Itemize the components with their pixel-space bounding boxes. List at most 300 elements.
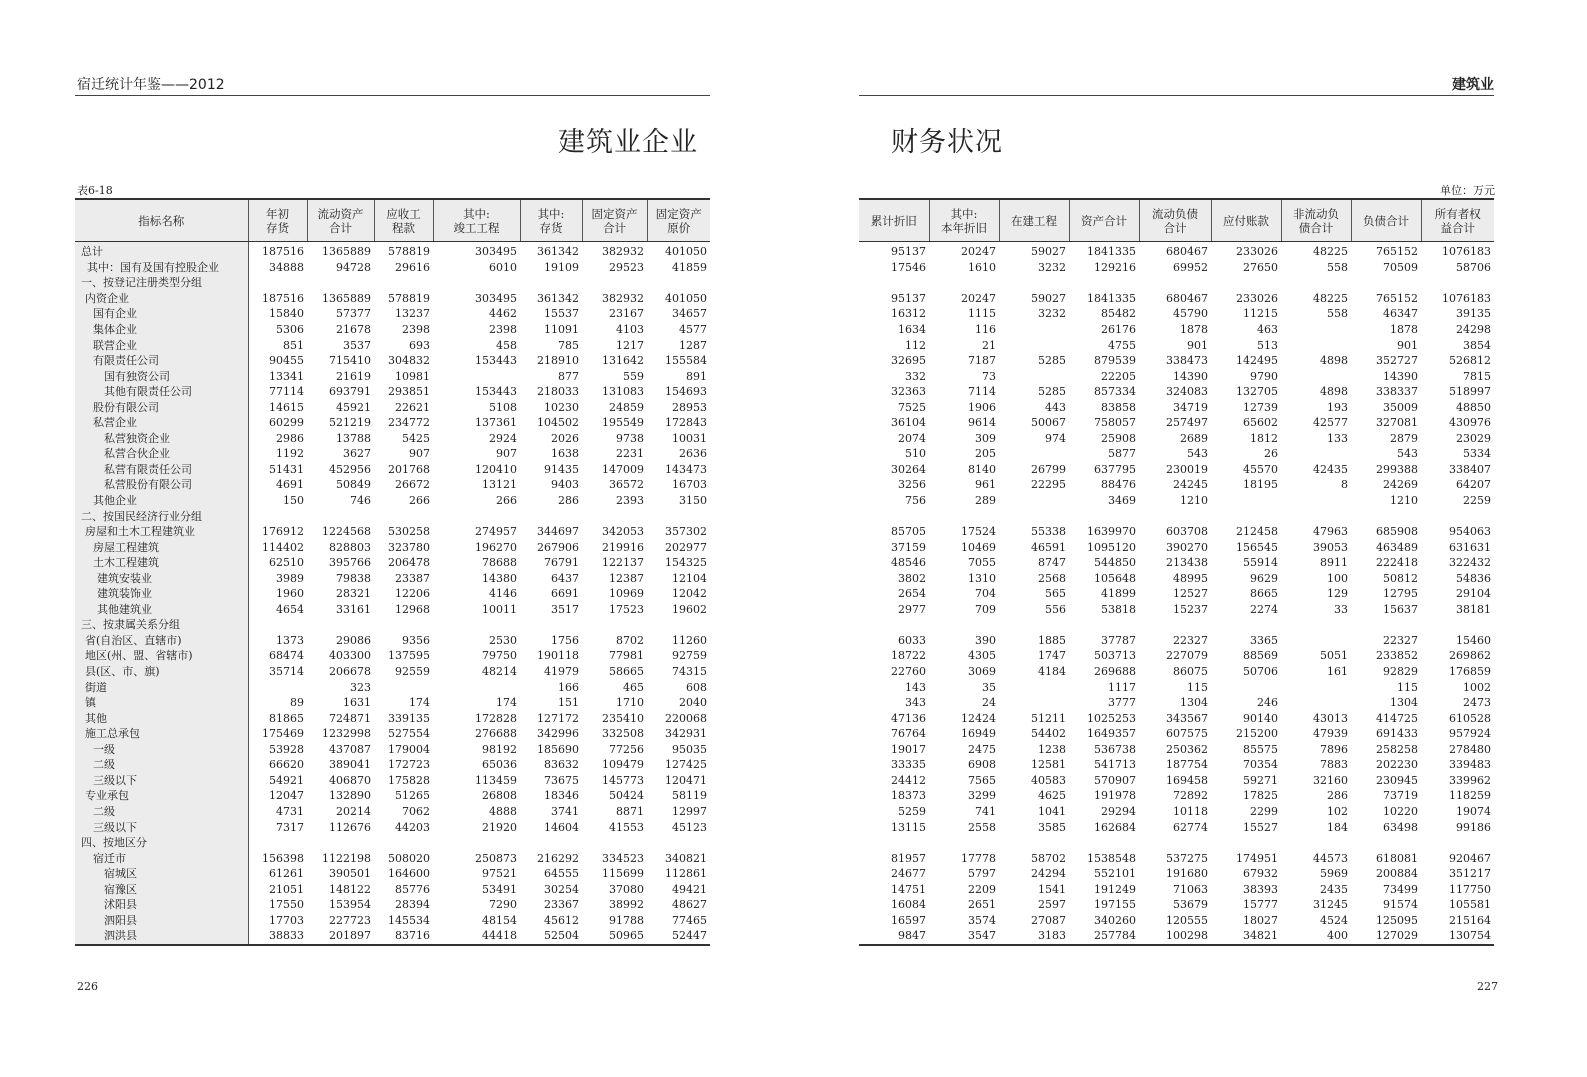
table-cell: 58706 xyxy=(1456,260,1491,274)
table-cell: 7815 xyxy=(1463,369,1491,383)
table-cell xyxy=(520,508,582,524)
column-header xyxy=(1421,199,1494,242)
table-cell: 2654 xyxy=(898,587,926,601)
table-cell: 558 xyxy=(1327,307,1348,321)
table-cell: 9403 xyxy=(551,478,579,492)
table-cell: 33335 xyxy=(891,758,926,772)
table-cell: 22295 xyxy=(1031,478,1066,492)
table-cell: 21619 xyxy=(336,369,371,383)
table-cell: 5259 xyxy=(898,804,926,818)
table-cell: 1117 xyxy=(1108,680,1136,694)
table-cell: 19109 xyxy=(544,260,579,274)
table-cell: 4103 xyxy=(616,323,644,336)
table-row xyxy=(75,260,710,276)
table-cell: 6033 xyxy=(898,633,926,647)
table-cell: 327081 xyxy=(1376,416,1418,430)
table-cell: 46591 xyxy=(1031,540,1066,554)
table-cell: 29086 xyxy=(336,633,371,647)
column-header xyxy=(582,199,647,242)
table-cell: 543 xyxy=(1187,447,1208,461)
table-cell: 26 xyxy=(1264,447,1278,461)
table-cell: 60299 xyxy=(269,416,304,430)
table-cell: 3585 xyxy=(1038,820,1066,834)
table-cell xyxy=(859,508,929,524)
table-cell: 62510 xyxy=(269,556,304,570)
table-row xyxy=(859,664,1494,680)
column-header xyxy=(647,199,710,242)
table-cell: 27650 xyxy=(1243,260,1278,274)
column-header-text: 其中: xyxy=(463,206,490,221)
table-cell: 32695 xyxy=(891,354,926,368)
table-cell: 22621 xyxy=(395,400,430,414)
table-row xyxy=(859,306,1494,322)
table-row xyxy=(859,679,1494,695)
table-cell: 112676 xyxy=(329,820,371,834)
table-cell: 63498 xyxy=(1383,820,1418,834)
table-cell: 4625 xyxy=(1038,789,1066,803)
table-cell xyxy=(1211,275,1281,291)
table-cell: 41553 xyxy=(609,820,644,834)
table-cell: 127425 xyxy=(665,758,707,772)
table-cell: 18027 xyxy=(1243,913,1278,927)
table-cell: 20247 xyxy=(961,245,996,259)
table-cell: 352727 xyxy=(1376,354,1418,368)
table-cell: 68474 xyxy=(269,649,304,663)
table-cell: 81957 xyxy=(891,851,926,865)
table-cell: 2074 xyxy=(898,431,926,445)
header-rule-right xyxy=(859,95,1494,96)
table-cell: 851 xyxy=(283,338,304,352)
table-cell: 20247 xyxy=(961,291,996,305)
table-cell xyxy=(1281,493,1351,509)
table-cell: 216292 xyxy=(537,851,579,865)
table-cell: 465 xyxy=(623,680,644,694)
table-cell xyxy=(582,617,647,633)
table-cell: 89 xyxy=(290,696,304,710)
table-row xyxy=(859,897,1494,913)
table-cell: 74315 xyxy=(672,665,707,679)
table-cell: 2597 xyxy=(1038,898,1066,912)
table-row xyxy=(75,679,710,695)
table-cell: 132705 xyxy=(1236,385,1278,399)
table-cell: 16597 xyxy=(891,913,926,927)
table-cell: 53491 xyxy=(482,882,517,896)
table-cell: 215164 xyxy=(1449,913,1491,927)
table-cell xyxy=(520,617,582,633)
table-cell: 45921 xyxy=(336,400,371,414)
table-cell: 338407 xyxy=(1449,462,1491,476)
table-cell: 11260 xyxy=(672,633,707,647)
table-cell: 12795 xyxy=(1383,587,1418,601)
table-cell: 974 xyxy=(1045,431,1066,445)
table-cell: 52447 xyxy=(647,928,710,945)
table-cell: 5306 xyxy=(276,323,304,336)
table-cell: 202977 xyxy=(665,540,707,554)
row-label: 其他 xyxy=(75,710,248,726)
table-cell: 339962 xyxy=(1449,773,1491,787)
table-cell xyxy=(248,835,307,851)
table-cell: 7062 xyxy=(402,804,430,818)
table-cell: 7525 xyxy=(898,400,926,414)
table-cell: 13121 xyxy=(482,478,517,492)
table-cell: 828803 xyxy=(329,540,371,554)
table-cell: 258258 xyxy=(1376,742,1418,756)
table-row xyxy=(75,242,710,260)
column-header-text: 存货 xyxy=(266,220,289,235)
table-cell: 527554 xyxy=(388,727,430,741)
table-row xyxy=(75,384,710,400)
table-cell xyxy=(999,275,1069,291)
table-cell: 200884 xyxy=(1376,867,1418,881)
table-cell xyxy=(859,617,929,633)
table-cell: 8 xyxy=(1341,478,1348,492)
table-cell: 16084 xyxy=(891,898,926,912)
table-cell: 3741 xyxy=(551,804,579,818)
row-label: 国有独资公司 xyxy=(75,368,248,384)
table-cell xyxy=(1281,835,1351,851)
table-cell: 24245 xyxy=(1173,478,1208,492)
table-row xyxy=(75,275,710,291)
row-label: 一、按登记注册类型分组 xyxy=(75,275,248,291)
table-cell: 187754 xyxy=(1166,758,1208,772)
table-cell: 137595 xyxy=(388,649,430,663)
table-cell: 12047 xyxy=(269,789,304,803)
table-cell: 5797 xyxy=(968,867,996,881)
table-cell: 122137 xyxy=(602,556,644,570)
table-cell: 44203 xyxy=(395,820,430,834)
table-cell: 610528 xyxy=(1449,711,1491,725)
row-label: 泗阳县 xyxy=(75,913,248,929)
table-cell: 85482 xyxy=(1101,307,1136,321)
row-label: 宿豫区 xyxy=(75,881,248,897)
row-label: 沭阳县 xyxy=(75,897,248,913)
table-cell: 176859 xyxy=(1449,665,1491,679)
table-cell: 907 xyxy=(409,447,430,461)
table-cell: 1238 xyxy=(1038,742,1066,756)
table-cell: 39053 xyxy=(1313,540,1348,554)
table-cell: 680467 xyxy=(1166,245,1208,259)
table-cell: 1747 xyxy=(1038,649,1066,663)
table-cell xyxy=(1139,835,1211,851)
table-cell: 1365889 xyxy=(322,245,371,259)
table-cell xyxy=(999,493,1069,509)
table-cell: 15460 xyxy=(1456,633,1491,647)
table-cell: 47963 xyxy=(1313,525,1348,539)
table-cell: 7565 xyxy=(968,773,996,787)
table-row xyxy=(859,539,1494,555)
table-cell: 382932 xyxy=(602,291,644,305)
table-cell: 153443 xyxy=(475,354,517,368)
table-cell: 334523 xyxy=(602,851,644,865)
table-row xyxy=(75,368,710,384)
table-cell: 11215 xyxy=(1243,307,1278,321)
table-cell: 2231 xyxy=(616,447,644,461)
table-cell: 3574 xyxy=(968,913,996,927)
table-cell: 172723 xyxy=(388,758,430,772)
table-cell: 15777 xyxy=(1243,898,1278,912)
table-cell: 73675 xyxy=(544,773,579,787)
table-cell: 1634 xyxy=(898,323,926,336)
table-cell: 724871 xyxy=(329,711,371,725)
table-cell: 521219 xyxy=(329,416,371,430)
table-cell: 267906 xyxy=(537,540,579,554)
table-cell: 246 xyxy=(1257,696,1278,710)
table-cell: 2393 xyxy=(616,494,644,508)
table-cell: 129216 xyxy=(1094,260,1136,274)
unit-label: 单位：万元 xyxy=(1440,184,1495,197)
table-cell: 357302 xyxy=(665,525,707,539)
table-cell: 117750 xyxy=(1449,882,1491,896)
table-cell: 1638 xyxy=(551,447,579,461)
table-cell xyxy=(374,679,433,695)
column-header xyxy=(307,199,374,242)
table-cell: 218910 xyxy=(537,354,579,368)
data-table-right xyxy=(859,198,1494,946)
table-cell: 1304 xyxy=(1390,696,1418,710)
table-cell: 7290 xyxy=(489,898,517,912)
table-cell: 132890 xyxy=(329,789,371,803)
table-cell: 1878 xyxy=(1180,323,1208,336)
table-cell: 382932 xyxy=(602,245,644,259)
row-label: 县(区、市、旗) xyxy=(75,664,248,680)
table-cell: 342053 xyxy=(602,525,644,539)
table-cell: 26176 xyxy=(1101,323,1136,336)
table-cell: 219916 xyxy=(602,540,644,554)
table-cell: 680467 xyxy=(1166,291,1208,305)
table-row xyxy=(859,353,1494,369)
table-cell: 48995 xyxy=(1173,571,1208,585)
table-cell: 227723 xyxy=(329,913,371,927)
table-cell: 13341 xyxy=(269,369,304,383)
table-cell: 250362 xyxy=(1166,742,1208,756)
table-cell xyxy=(999,835,1069,851)
table-row xyxy=(75,773,710,789)
table-cell: 47136 xyxy=(891,711,926,725)
table-cell: 59027 xyxy=(1031,291,1066,305)
table-cell: 79750 xyxy=(482,649,517,663)
table-cell: 1812 xyxy=(1250,431,1278,445)
table-cell: 92829 xyxy=(1383,665,1418,679)
table-row xyxy=(859,260,1494,276)
table-cell: 3989 xyxy=(276,571,304,585)
table-cell: 172828 xyxy=(475,711,517,725)
table-cell: 161 xyxy=(1327,665,1348,679)
table-cell: 556 xyxy=(1045,602,1066,616)
header-rule-left xyxy=(75,95,710,96)
table-cell: 100298 xyxy=(1139,928,1211,945)
table-cell: 10011 xyxy=(482,602,517,616)
table-cell: 5285 xyxy=(1038,354,1066,368)
table-cell: 274957 xyxy=(475,525,517,539)
column-header-text: 流动负债 xyxy=(1152,206,1198,221)
table-cell: 8702 xyxy=(616,633,644,647)
table-cell xyxy=(374,275,433,291)
table-cell: 137361 xyxy=(475,416,517,430)
table-cell xyxy=(1281,446,1351,462)
table-cell: 61261 xyxy=(269,867,304,881)
table-cell: 37080 xyxy=(609,882,644,896)
table-cell: 48627 xyxy=(672,898,707,912)
table-cell: 1906 xyxy=(968,400,996,414)
table-cell: 114402 xyxy=(262,540,304,554)
table-cell: 26799 xyxy=(1031,462,1066,476)
table-cell: 105648 xyxy=(1094,571,1136,585)
table-cell: 50849 xyxy=(336,478,371,492)
table-cell: 4524 xyxy=(1320,913,1348,927)
column-header-text: 固定资产 xyxy=(655,206,702,221)
table-cell: 18195 xyxy=(1243,478,1278,492)
table-cell xyxy=(1281,368,1351,384)
row-label: 三级以下 xyxy=(75,773,248,789)
table-cell: 131642 xyxy=(602,354,644,368)
table-cell: 120410 xyxy=(475,462,517,476)
row-label: 私营股份有限公司 xyxy=(75,477,248,493)
table-cell: 230945 xyxy=(1376,773,1418,787)
table-cell: 81865 xyxy=(269,711,304,725)
table-cell xyxy=(859,835,929,851)
table-cell: 339135 xyxy=(388,711,430,725)
table-cell: 44573 xyxy=(1313,851,1348,865)
table-cell: 340260 xyxy=(1094,913,1136,927)
table-cell xyxy=(1069,617,1139,633)
table-row xyxy=(859,633,1494,649)
table-cell: 920467 xyxy=(1449,851,1491,865)
table-row xyxy=(859,586,1494,602)
table-cell: 16703 xyxy=(672,478,707,492)
table-cell xyxy=(1139,508,1211,524)
table-cell: 1002 xyxy=(1463,680,1491,694)
table-cell: 1365889 xyxy=(322,291,371,305)
table-row xyxy=(75,353,710,369)
table-cell xyxy=(433,835,520,851)
table-cell: 2259 xyxy=(1463,494,1491,508)
table-cell: 299388 xyxy=(1376,462,1418,476)
table-cell: 5969 xyxy=(1320,867,1348,881)
row-label: 私营企业 xyxy=(75,415,248,431)
table-cell: 693 xyxy=(409,338,430,352)
row-label: 股份有限公司 xyxy=(75,399,248,415)
column-header-text: 本年折旧 xyxy=(941,220,987,235)
table-row xyxy=(75,306,710,322)
table-cell: 3365 xyxy=(1250,633,1278,647)
table-cell: 233852 xyxy=(1376,649,1418,663)
table-cell: 954063 xyxy=(1449,525,1491,539)
table-cell: 4184 xyxy=(1038,665,1066,679)
table-cell: 3469 xyxy=(1108,494,1136,508)
table-cell: 289 xyxy=(975,494,996,508)
table-row xyxy=(859,337,1494,353)
table-cell: 2636 xyxy=(679,447,707,461)
table-cell: 907 xyxy=(496,447,517,461)
table-cell: 26808 xyxy=(482,789,517,803)
table-cell: 293851 xyxy=(388,385,430,399)
table-cell: 14380 xyxy=(482,571,517,585)
table-cell: 513 xyxy=(1257,338,1278,352)
table-cell: 118259 xyxy=(1449,789,1491,803)
table-cell: 618081 xyxy=(1376,851,1418,865)
table-cell: 28321 xyxy=(336,587,371,601)
table-cell: 570907 xyxy=(1094,773,1136,787)
table-cell: 323 xyxy=(350,680,371,694)
table-cell xyxy=(1351,275,1421,291)
table-cell: 3256 xyxy=(898,478,926,492)
table-cell: 7317 xyxy=(276,820,304,834)
table-row xyxy=(859,617,1494,633)
table-cell: 15637 xyxy=(1383,602,1418,616)
table-cell: 120555 xyxy=(1166,913,1208,927)
table-cell: 250873 xyxy=(475,851,517,865)
table-cell: 105581 xyxy=(1449,898,1491,912)
row-label: 建筑安装业 xyxy=(75,570,248,586)
table-cell: 45612 xyxy=(544,913,579,927)
table-row xyxy=(75,835,710,851)
table-cell: 278480 xyxy=(1449,742,1491,756)
table-cell: 55914 xyxy=(1243,556,1278,570)
table-cell: 437087 xyxy=(329,742,371,756)
table-cell: 17825 xyxy=(1243,789,1278,803)
table-cell: 510 xyxy=(905,447,926,461)
table-cell: 155584 xyxy=(665,354,707,368)
table-cell: 343 xyxy=(905,696,926,710)
table-cell: 41899 xyxy=(1101,587,1136,601)
table-cell: 176912 xyxy=(262,525,304,539)
table-cell: 758057 xyxy=(1094,416,1136,430)
table-cell: 4755 xyxy=(1108,338,1136,352)
table-cell: 1610 xyxy=(968,260,996,274)
row-label: 二、按国民经济行业分组 xyxy=(75,508,248,524)
table-cell: 29104 xyxy=(1456,587,1491,601)
table-row xyxy=(75,913,710,929)
column-header-text: 指标名称 xyxy=(138,213,185,228)
table-cell: 401050 xyxy=(665,245,707,259)
table-cell xyxy=(1211,679,1281,695)
table-cell: 343567 xyxy=(1166,711,1208,725)
table-cell: 48214 xyxy=(482,665,517,679)
column-header xyxy=(374,199,433,242)
table-row xyxy=(859,866,1494,882)
table-cell: 2435 xyxy=(1320,882,1348,896)
table-cell: 1710 xyxy=(616,696,644,710)
table-cell: 179004 xyxy=(388,742,430,756)
table-cell: 49421 xyxy=(672,882,707,896)
table-cell xyxy=(999,446,1069,462)
table-cell: 3802 xyxy=(898,571,926,585)
table-cell: 785 xyxy=(558,338,579,352)
row-label: 国有企业 xyxy=(75,306,248,322)
table-row xyxy=(75,291,710,307)
table-cell: 151 xyxy=(558,696,579,710)
table-cell: 691433 xyxy=(1376,727,1418,741)
table-cell xyxy=(433,368,520,384)
table-row xyxy=(75,415,710,431)
table-cell: 559 xyxy=(623,369,644,383)
table-cell: 1373 xyxy=(276,633,304,647)
table-cell: 125095 xyxy=(1376,913,1418,927)
table-cell: 17703 xyxy=(269,913,304,927)
table-cell: 715410 xyxy=(329,354,371,368)
table-row xyxy=(859,415,1494,431)
table-cell: 85776 xyxy=(395,882,430,896)
table-cell: 541713 xyxy=(1094,758,1136,772)
table-cell: 148122 xyxy=(329,882,371,896)
table-cell xyxy=(1069,508,1139,524)
table-row xyxy=(75,446,710,462)
table-cell: 361342 xyxy=(537,291,579,305)
table-cell: 340821 xyxy=(665,851,707,865)
column-header xyxy=(859,199,929,242)
table-cell: 55338 xyxy=(1031,525,1066,539)
table-cell: 2568 xyxy=(1038,571,1066,585)
